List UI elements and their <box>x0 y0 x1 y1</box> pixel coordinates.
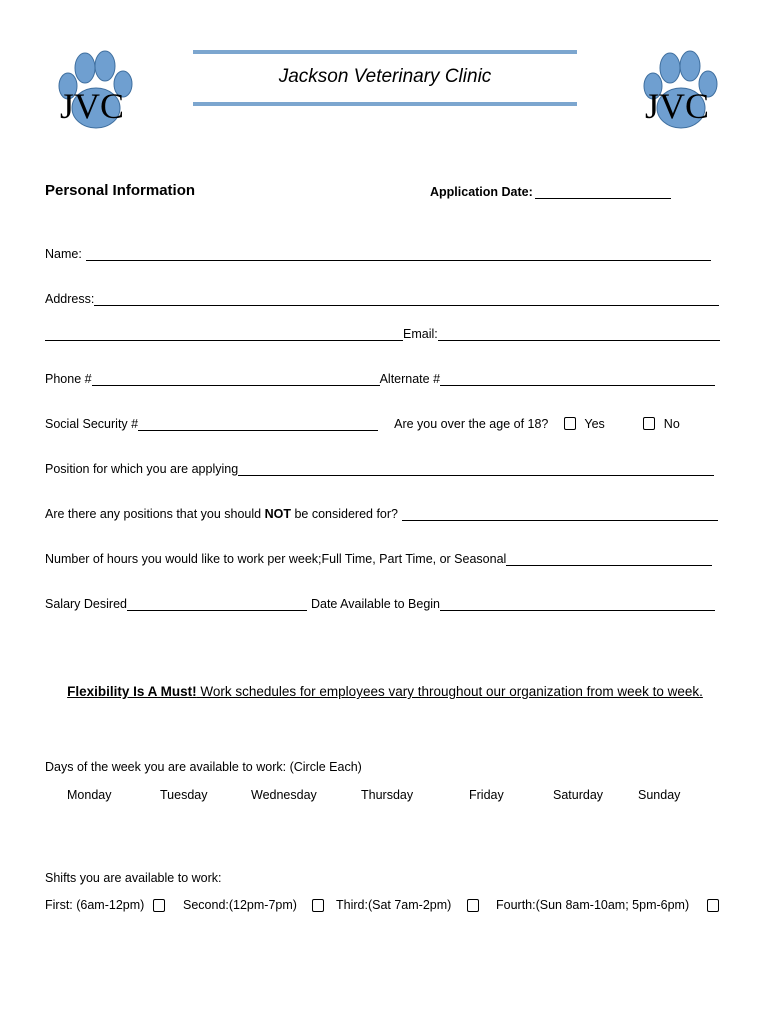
paw-logo-icon <box>50 48 142 134</box>
days-prompt: Days of the week you are available to work: (Circle Each) <box>45 760 362 774</box>
age-yes-label: Yes <box>584 417 605 431</box>
address2-email-row <box>45 323 720 341</box>
hours-field[interactable] <box>506 552 712 566</box>
date-available-field[interactable] <box>440 597 715 611</box>
shift-fourth <box>496 898 719 912</box>
day-tuesday[interactable]: Tuesday <box>160 788 208 802</box>
shifts-prompt: Shifts you are available to work: <box>45 871 222 885</box>
address-label: Address: <box>45 292 95 306</box>
position-label: Position for which you are applying <box>45 462 239 476</box>
name-label: Name: <box>45 247 82 261</box>
svg-text:JVC: JVC <box>645 86 710 126</box>
name-field[interactable] <box>86 247 711 261</box>
day-saturday[interactable]: Saturday <box>553 788 604 802</box>
day-sunday[interactable]: Sunday <box>638 788 681 802</box>
shift-first <box>45 898 165 912</box>
shift-fourth-label: Fourth:(Sun 8am-10am; 5pm-6pm) <box>496 898 690 912</box>
shift-third <box>336 898 479 912</box>
position-field[interactable] <box>238 462 714 476</box>
name-row <box>45 243 711 261</box>
ssn-field[interactable] <box>138 417 378 431</box>
alternate-field[interactable] <box>440 372 715 386</box>
shift-second-label: Second:(12pm-7pm) <box>183 898 297 912</box>
day-wednesday[interactable]: Wednesday <box>251 788 317 802</box>
section-title-personal: Personal Information <box>45 182 196 199</box>
address-field[interactable] <box>94 292 719 306</box>
not-considered-label: Are there any positions that you should NOT be considered for? <box>45 507 398 521</box>
day-friday[interactable]: Friday <box>469 788 504 802</box>
shift-first-checkbox[interactable] <box>153 899 165 912</box>
shift-third-label: Third:(Sat 7am-2pm) <box>336 898 452 912</box>
ssn-row <box>45 413 680 431</box>
email-label: Email: <box>403 327 438 341</box>
email-field[interactable] <box>438 327 720 341</box>
ssn-label: Social Security # <box>45 417 139 431</box>
clinic-logo-left <box>50 48 142 134</box>
flexibility-note: Flexibility Is A Must! Work schedules for employees vary throughout our organization from week to week. <box>67 684 703 699</box>
hours-label: Number of hours you would like to work per week;Full Time, Part Time, or Seasonal <box>45 552 507 566</box>
header-rule-top <box>193 50 577 54</box>
phone-label: Phone # <box>45 372 92 386</box>
address-row <box>45 288 719 306</box>
shift-second <box>183 898 324 912</box>
position-row <box>45 458 714 476</box>
address-line2-field[interactable] <box>45 327 403 341</box>
phone-row <box>45 368 715 386</box>
not-considered-row <box>45 503 718 521</box>
age-yes-checkbox[interactable] <box>564 417 576 430</box>
day-monday[interactable]: Monday <box>67 788 112 802</box>
application-date-field[interactable] <box>535 184 671 199</box>
salary-row <box>45 593 715 611</box>
salary-field[interactable] <box>127 597 307 611</box>
shift-first-label: First: (6am-12pm) <box>45 898 145 912</box>
clinic-title: Jackson Veterinary Clinic <box>278 66 492 87</box>
header-rule-bottom <box>193 102 577 106</box>
day-thursday[interactable]: Thursday <box>361 788 414 802</box>
phone-field[interactable] <box>92 372 380 386</box>
age-no-checkbox[interactable] <box>643 417 655 430</box>
shift-fourth-checkbox[interactable] <box>707 899 719 912</box>
shift-third-checkbox[interactable] <box>467 899 479 912</box>
paw-logo-icon <box>635 48 727 134</box>
salary-label: Salary Desired <box>45 597 127 611</box>
age-question: Are you over the age of 18? <box>394 417 549 431</box>
shift-second-checkbox[interactable] <box>312 899 324 912</box>
svg-text:JVC: JVC <box>60 86 125 126</box>
not-considered-field[interactable] <box>402 507 718 521</box>
date-available-label: Date Available to Begin <box>310 597 441 611</box>
hours-row <box>45 548 712 566</box>
alternate-label: Alternate # <box>379 372 441 386</box>
application-date-label: Application Date: <box>430 185 533 199</box>
clinic-logo-right <box>635 48 727 134</box>
age-no-label: No <box>663 417 680 431</box>
